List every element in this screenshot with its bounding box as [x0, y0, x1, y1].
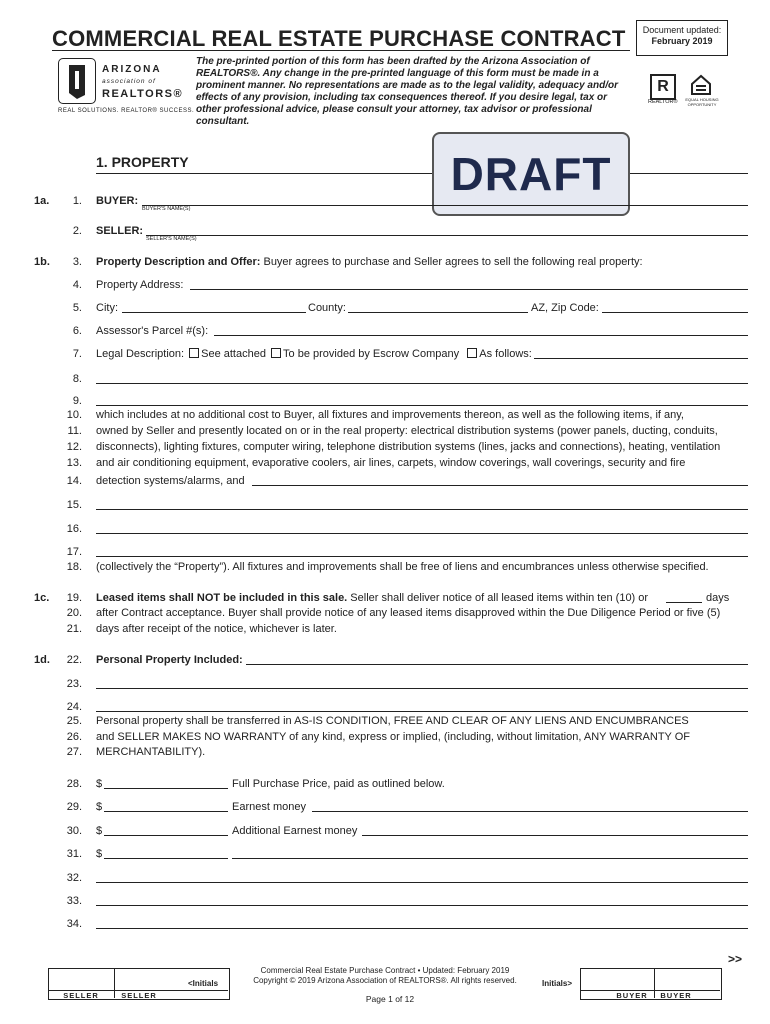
fixtures-line-16[interactable] [96, 533, 748, 534]
buyer-initials-label-1: BUYER [616, 991, 648, 1000]
legal-description-field[interactable] [534, 358, 748, 359]
line-number: 17. [66, 546, 82, 558]
line-number: 7. [72, 348, 82, 360]
line-number: 9. [72, 395, 82, 407]
line-number: 10. [66, 409, 82, 421]
personal-property-field[interactable] [246, 664, 748, 665]
page-number: Page 1 of 12 [365, 994, 415, 1004]
buyer-name-field[interactable] [142, 205, 748, 206]
seller-initials-label-2: SELLER [121, 991, 157, 1000]
realtor-r-icon: R [650, 74, 676, 100]
leased-items-heading: Leased items shall NOT be included in this sale. [96, 592, 348, 604]
section-rule-left [96, 173, 432, 174]
seller-name-field[interactable] [146, 235, 748, 236]
buyer-initials-label-2: BUYER [660, 991, 692, 1000]
leased-items-days-field[interactable] [666, 602, 702, 603]
payment-line-33[interactable] [96, 905, 748, 906]
property-description-text [96, 256, 643, 268]
collectively-property-text: (collectively the “Property”). All fixtures and improvements shall be free of liens and encumbrances unless otherwise specified. [96, 561, 709, 573]
line-number: 6. [72, 325, 82, 337]
document-updated-box [636, 20, 728, 56]
property-description-heading: Property Description and Offer: [96, 256, 261, 268]
document-updated-label: Document updated: [642, 25, 722, 35]
parcel-field[interactable] [214, 335, 748, 336]
logo-arizona-text: ARIZONA [102, 64, 162, 75]
line-number: 15. [66, 499, 82, 511]
line-number: 14. [66, 475, 82, 487]
draft-watermark: DRAFT [432, 132, 630, 216]
city-label: City: [96, 302, 118, 314]
fixtures-text: owned by Seller and presently located on or in the real property: electrical distribution systems (power panels, ducting, conduits, [96, 425, 718, 437]
legal-description-line-9[interactable] [96, 405, 748, 406]
line-number: 28. [66, 778, 82, 790]
title-divider [52, 50, 630, 51]
days-label: days [706, 592, 730, 604]
county-label: County: [308, 302, 346, 314]
footer-copyright [215, 966, 555, 986]
line-number: 4. [72, 279, 82, 291]
zip-code-label: AZ, Zip Code: [531, 302, 599, 314]
additional-earnest-amount-field[interactable] [104, 835, 228, 836]
leased-items-body: Seller shall deliver notice of all leased items within ten (10) or [347, 592, 649, 604]
payment-line-34[interactable] [96, 928, 748, 929]
line-number: 8. [72, 373, 82, 385]
see-attached-checkbox[interactable] [189, 348, 199, 358]
personal-property-label: Personal Property Included: [96, 654, 243, 666]
legal-description-row [96, 348, 532, 360]
fixtures-line-17[interactable] [96, 556, 748, 557]
zip-code-field[interactable] [602, 312, 748, 313]
line-number: 12. [66, 441, 82, 453]
as-is-text: and SELLER MAKES NO WARRANTY of any kind, express or implied, (including, without limitation, ANY WARRANTY OF [96, 731, 691, 743]
fixtures-text: detection systems/alarms, and [96, 475, 245, 487]
seller-initials-prompt: <Initials [188, 979, 219, 988]
continue-arrows: >> [728, 952, 743, 966]
city-field[interactable] [122, 312, 306, 313]
realtor-mark-label: REALTOR® [648, 99, 678, 105]
as-follows-checkbox[interactable] [467, 348, 477, 358]
additional-fixtures-field[interactable] [252, 485, 748, 486]
document-updated-date: February 2019 [651, 36, 713, 46]
earnest-money-label: Earnest money [232, 801, 306, 813]
line-number: 32. [66, 872, 82, 884]
fixtures-text: and air conditioning equipment, evaporative coolers, air lines, carpets, window coverings, wall coverings, security and fire [96, 457, 686, 469]
other-amount-field[interactable] [104, 858, 228, 859]
logo-realtors-text: REALTORS® [102, 88, 184, 100]
fixtures-text: which includes at no additional cost to Buyer, all fixtures and improvements thereon, as well as the following items, if any, [96, 409, 684, 421]
earnest-money-detail-field[interactable] [312, 811, 748, 812]
line-number: 27. [66, 746, 82, 758]
subsection-1b: 1b. [34, 256, 50, 268]
legal-description-line-8[interactable] [96, 383, 748, 384]
see-attached-label: See attached [201, 348, 266, 360]
personal-property-line-23[interactable] [96, 688, 748, 689]
eho-label: EQUAL HOUSING OPPORTUNITY [685, 97, 719, 107]
arizona-state-icon [58, 58, 96, 104]
line-number: 33. [66, 895, 82, 907]
as-is-text: MERCHANTABILITY). [96, 746, 206, 758]
subsection-1d: 1d. [34, 654, 50, 666]
line-number: 22. [66, 654, 82, 666]
additional-earnest-label: Additional Earnest money [232, 825, 358, 837]
line-number: 3. [72, 256, 82, 268]
line-number: 20. [66, 607, 82, 619]
line-number: 25. [66, 715, 82, 727]
line-number: 30. [66, 825, 82, 837]
line-number: 11. [67, 425, 82, 437]
equal-housing-icon [690, 74, 712, 96]
property-address-label: Property Address: [96, 279, 184, 291]
buyer-name-caption: BUYER'S NAME(S) [142, 206, 191, 212]
section-title: 1. PROPERTY [96, 154, 189, 170]
logo-association-text: association of [102, 78, 156, 85]
dollar-sign: $ [96, 825, 103, 837]
line-number: 34. [66, 918, 82, 930]
earnest-money-amount-field[interactable] [104, 811, 228, 812]
as-follows-label: As follows: [479, 348, 532, 360]
line-number: 23. [66, 678, 82, 690]
line-number: 24. [66, 701, 82, 713]
parcel-label: Assessor's Parcel #(s): [96, 325, 209, 337]
legal-description-label: Legal Description: [96, 348, 185, 360]
footer-copyright-line: Copyright © 2019 Arizona Association of REALTORS®. All rights reserved. [253, 976, 517, 985]
seller-initials-label-1: SELLER [63, 991, 99, 1000]
section-rule-right [626, 173, 748, 174]
dollar-sign: $ [96, 801, 103, 813]
fixtures-text: disconnects), lighting fixtures, computer wiring, telephone distribution systems (lines, jacks and connections), heating, ventilation [96, 441, 721, 453]
purchase-price-label: Full Purchase Price, paid as outlined below. [232, 778, 445, 790]
purchase-price-field[interactable] [104, 788, 228, 789]
line-number: 29. [66, 801, 82, 813]
line-number: 16. [66, 523, 82, 535]
buyer-initials-prompt: Initials> [542, 979, 573, 988]
line-number: 26. [66, 731, 82, 743]
footer-form-name: Commercial Real Estate Purchase Contract • Updated: February 2019 [260, 966, 510, 975]
dollar-sign: $ [96, 848, 103, 860]
subsection-1c: 1c. [34, 592, 50, 604]
seller-name-caption: SELLER'S NAME(S) [146, 236, 197, 242]
line-number: 2. [72, 225, 82, 237]
payment-line-32[interactable] [96, 882, 748, 883]
line-number: 21. [66, 623, 82, 635]
subsection-1a: 1a. [34, 195, 50, 207]
other-amount-detail-field[interactable] [232, 858, 748, 859]
leased-items-text: after Contract acceptance. Buyer shall provide notice of any leased items disapproved within the Due Diligence Period or five (5) [96, 607, 721, 619]
leased-items-text [96, 592, 648, 604]
line-number: 13. [66, 457, 82, 469]
line-number: 5. [72, 302, 82, 314]
buyer-label: BUYER: [96, 195, 139, 207]
property-address-field[interactable] [190, 289, 748, 290]
document-title: COMMERCIAL REAL ESTATE PURCHASE CONTRACT [52, 26, 626, 51]
line-number: 31. [66, 848, 82, 860]
personal-property-line-24[interactable] [96, 711, 748, 712]
disclaimer-text: The pre-printed portion of this form has been drafted by the Arizona Association of REALTORS®. Any change in the pre-printed language of this form must be made in a prominent manner. No representations are made as to the legal validity, adequacy and/or effects of any provision, including tax consequences thereof. If you desire legal, tax or other professional advice, please consult your attorney, tax advisor or professional consultant. [196, 56, 618, 127]
escrow-company-checkbox[interactable] [271, 348, 281, 358]
line-number: 19. [66, 592, 82, 604]
additional-earnest-detail-field[interactable] [362, 835, 748, 836]
as-is-text: Personal property shall be transferred in AS-IS CONDITION, FREE AND CLEAR OF ANY LIENS AND ENCUMBRANCES [96, 715, 689, 727]
logo-tagline: REAL SOLUTIONS. REALTOR® SUCCESS. [58, 108, 195, 114]
escrow-company-label: To be provided by Escrow Company [283, 348, 460, 360]
property-description-body: Buyer agrees to purchase and Seller agrees to sell the following real property: [260, 256, 643, 268]
county-field[interactable] [348, 312, 528, 313]
seller-label: SELLER: [96, 225, 144, 237]
leased-items-text: days after receipt of the notice, whichever is later. [96, 623, 337, 635]
line-number: 1. [72, 195, 82, 207]
dollar-sign: $ [96, 778, 103, 790]
fixtures-line-15[interactable] [96, 509, 748, 510]
line-number: 18. [66, 561, 82, 573]
